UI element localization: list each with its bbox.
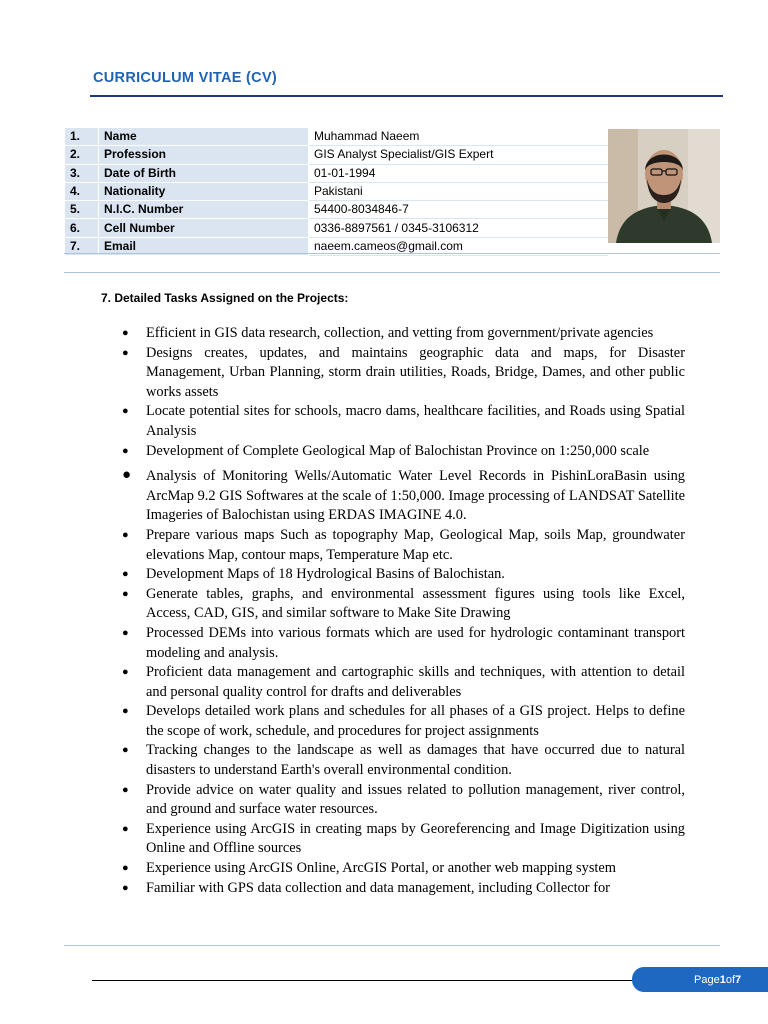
cv-title: CURRICULUM VITAE (CV)	[93, 70, 278, 86]
task-text: Tracking changes to the landscape as well as damages that have occurred due to natural disasters to understand Earth's overall environmental condition.	[146, 742, 685, 779]
bullet-icon: ●	[122, 666, 129, 679]
task-text: Analysis of Monitoring Wells/Automatic Water Level Records in PishinLoraBasin using ArcMap 9.2 GIS Softwares at the scale of 1:50,000. Image processing of LANDSAT Satellite Imageries of Balochistan using ERDAS IMAGINE 4.0.	[146, 468, 685, 524]
bullet-icon: ●	[122, 881, 129, 894]
bullet-icon: ●	[122, 783, 129, 796]
list-item	[122, 624, 685, 663]
profile-photo	[608, 129, 720, 243]
bullet-icon: ●	[122, 705, 129, 718]
bullet-icon: ●	[122, 346, 129, 359]
table-separator-2	[64, 272, 720, 273]
task-text: Develops detailed work plans and schedules for all phases of a GIS project. Helps to define the scope of work, schedule, and procedures for project assignments	[146, 703, 685, 739]
personal-info-table	[64, 127, 608, 256]
info-row-cell	[65, 219, 608, 237]
task-list	[122, 324, 685, 898]
footer-rule	[92, 980, 632, 981]
row-value: GIS Analyst Specialist/GIS Expert	[309, 146, 608, 164]
row-number: 2.	[65, 146, 99, 164]
row-number: 3.	[65, 164, 99, 182]
task-text: Proficient data management and cartographic skills and techniques, with attention to detail and personal quality control for drafts and deliverables	[146, 664, 685, 700]
page-total: 7	[735, 973, 742, 986]
row-label: N.I.C. Number	[99, 201, 309, 219]
email-link[interactable]: naeem.cameos@gmail.com	[309, 237, 608, 255]
task-text: Development Maps of 18 Hydrological Basins of Balochistan.	[146, 566, 505, 583]
row-value: Pakistani	[309, 182, 608, 200]
list-item	[122, 741, 685, 780]
page-current: 1	[719, 973, 726, 986]
row-label: Email	[99, 237, 309, 255]
row-value: 01-01-1994	[309, 164, 608, 182]
row-label: Cell Number	[99, 219, 309, 237]
task-text: Provide advice on water quality and issues related to pollution management, river control, and ground and surface water resources.	[146, 781, 685, 818]
section-heading: 7. Detailed Tasks Assigned on the Projects:	[101, 291, 349, 305]
bullet-icon: ●	[122, 744, 129, 757]
row-label: Date of Birth	[99, 164, 309, 182]
row-number: 4.	[65, 182, 99, 200]
title-underline	[90, 95, 723, 97]
bullet-icon: ●	[122, 626, 129, 639]
row-value: 54400-8034846-7	[309, 201, 608, 219]
row-number: 1.	[65, 128, 99, 146]
page-number-badge	[632, 967, 768, 992]
row-label: Nationality	[99, 182, 309, 200]
bullet-icon: ●	[122, 467, 132, 484]
task-text: Locate potential sites for schools, macro dams, healthcare facilities, and Roads using Spatial Analysis	[146, 403, 685, 439]
info-row-nic	[65, 201, 608, 219]
bullet-icon: ●	[122, 587, 129, 600]
row-label: Profession	[99, 146, 309, 164]
list-item	[122, 702, 685, 741]
bullet-icon: ●	[122, 327, 129, 339]
list-item	[122, 467, 685, 526]
bullet-icon: ●	[122, 568, 129, 581]
list-item	[122, 879, 685, 899]
row-number: 7.	[65, 237, 99, 255]
info-row-nationality	[65, 182, 608, 200]
list-item	[122, 820, 685, 859]
list-item	[122, 402, 685, 441]
info-row-profession	[65, 146, 608, 164]
info-row-name	[65, 128, 608, 146]
row-number: 6.	[65, 219, 99, 237]
portrait-image	[608, 129, 720, 243]
row-label: Name	[99, 128, 309, 146]
task-text: Development of Complete Geological Map of Balochistan Province on 1:250,000 scale	[146, 442, 650, 459]
bullet-icon: ●	[122, 528, 129, 541]
list-item	[122, 565, 685, 585]
bullet-icon: ●	[122, 862, 129, 875]
table-separator	[64, 253, 720, 254]
task-text: Generate tables, graphs, and environmental assessment figures using tools like Excel, Access, CAD, GIS, and similar software to Make Site Drawing	[146, 585, 685, 622]
task-text: Designs creates, updates, and maintains geographic data and maps, for Disaster Management, Urban Planning, storm drain utilities, Roads, Bridge, Dames, and other public works assets	[146, 344, 685, 400]
list-item	[122, 442, 685, 462]
bullet-icon: ●	[122, 405, 129, 418]
bullet-icon: ●	[122, 822, 129, 835]
list-item	[122, 526, 685, 565]
task-text: Efficient in GIS data research, collection, and vetting from government/private agencies	[146, 325, 654, 341]
row-number: 5.	[65, 201, 99, 219]
list-item	[122, 585, 685, 624]
list-item	[122, 663, 685, 702]
bottom-separator	[64, 945, 720, 946]
bullet-icon: ●	[122, 444, 129, 457]
list-item	[122, 324, 685, 344]
task-text: Prepare various maps Such as topography Map, Geological Map, soils Map, groundwater elevations Map, contour maps, Temperature Map etc.	[146, 526, 685, 563]
list-item	[122, 859, 685, 879]
row-value: 0336-8897561 / 0345-3106312	[309, 219, 608, 237]
page-of: of	[725, 973, 736, 986]
task-text: Experience using ArcGIS Online, ArcGIS Portal, or another web mapping system	[146, 860, 616, 877]
task-text: Processed DEMs into various formats which are used for hydrologic contaminant transport modeling and analysis.	[146, 624, 685, 661]
page-prefix: Page	[694, 973, 720, 986]
task-text: Experience using ArcGIS in creating maps by Georeferencing and Image Digitization using Online and Offline sources	[146, 820, 685, 857]
list-item	[122, 344, 685, 403]
info-row-dob	[65, 164, 608, 182]
task-text: Familiar with GPS data collection and data management, including Collector for	[146, 879, 610, 896]
row-value: Muhammad Naeem	[309, 128, 608, 146]
list-item	[122, 781, 685, 820]
